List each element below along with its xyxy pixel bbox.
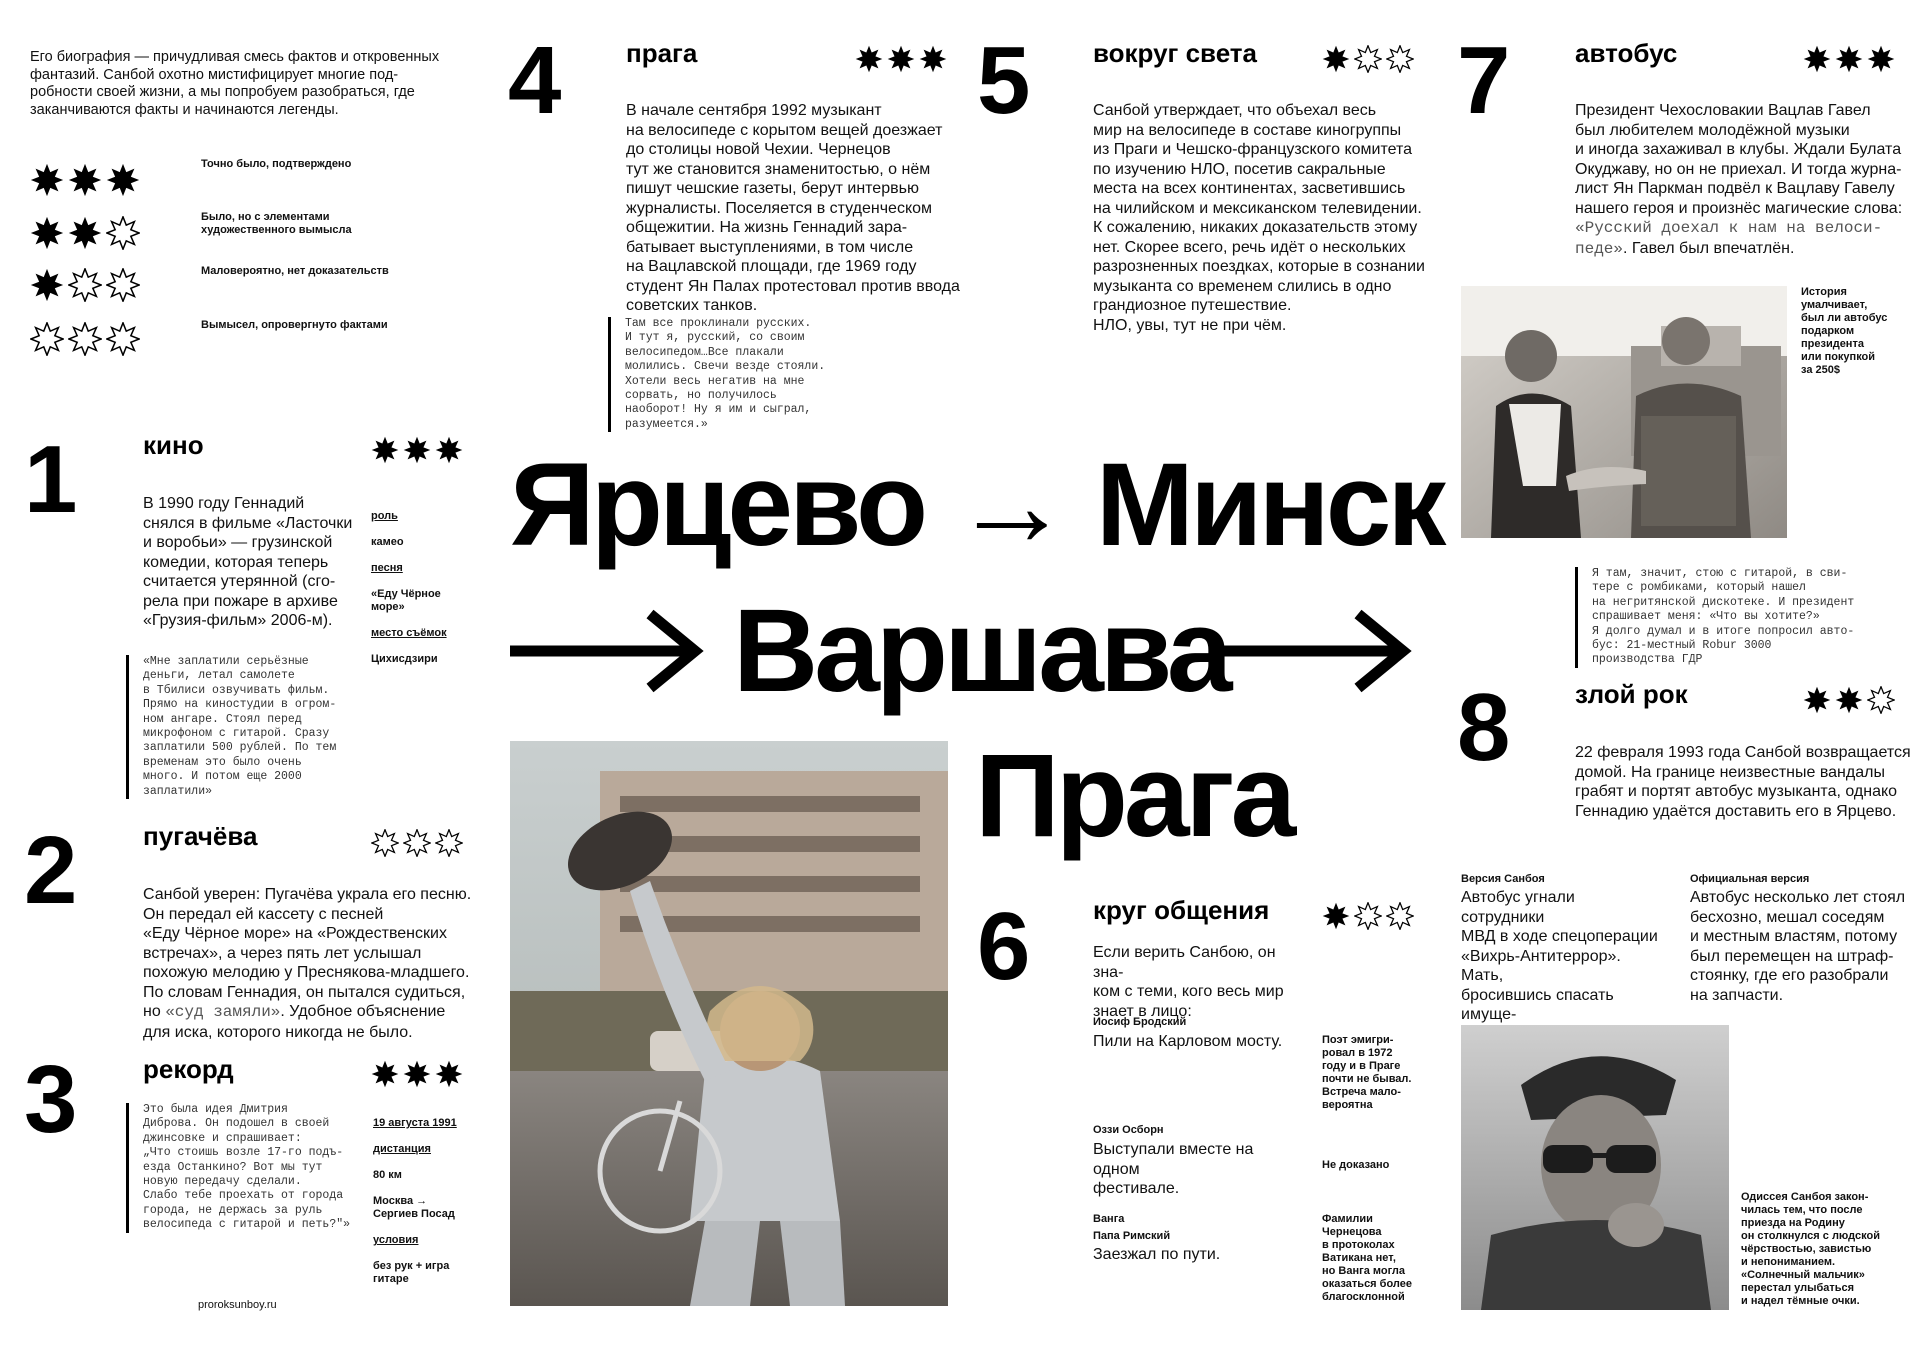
star-filled-icon: [403, 436, 431, 464]
side-route: Москва → Сергиев Посад: [373, 1195, 455, 1220]
star-filled-icon: [887, 45, 915, 73]
star-outline-icon: [1354, 902, 1382, 930]
legend-label-0: Вымысел, опровергнуто фактами: [201, 319, 388, 331]
star-outline-icon: [1386, 902, 1414, 930]
rating-stars: [1322, 902, 1414, 930]
photo-sunglasses: [1461, 1025, 1729, 1310]
star-filled-icon: [855, 45, 883, 73]
side-role: камео: [371, 536, 404, 548]
person-pope-note: Фамилии Чернецова в протоколах Ватикана нет, но Ванга могла оказаться более благосклонной: [1322, 1213, 1412, 1303]
side-role-label: роль: [371, 510, 398, 522]
section-number: 5: [977, 27, 1029, 134]
person-pope-text: Заезжал по пути.: [1093, 1246, 1221, 1263]
section-title: злой рок: [1575, 679, 1688, 709]
photo-havel-image: [1461, 286, 1787, 538]
text-part: Президент Чехословакии Вацлав Гавел был любителем молодёжной музыки и иногда захаживал в клубы. Ждали Булата Окуджаву, но он не приехал. И тогда журна- лист Ян Паркман подвёл к Вацлаву Гавелу нашего героя и произнёс магические слова:: [1575, 102, 1903, 217]
side-dist: 80 км: [373, 1169, 402, 1181]
version-official-text: Автобус несколько лет стоял бесхозно, мешал соседям и местным властям, потому был перемещен на штраф- стоянку, где его разобрали на запчасти.: [1690, 889, 1906, 1004]
section-number: 3: [24, 1046, 76, 1153]
legend-stars-3: [30, 163, 140, 197]
star-filled-icon: [919, 45, 947, 73]
text-mono: «суд замяли»: [165, 1003, 281, 1021]
rating-stars: [371, 1060, 463, 1088]
photo-sunglasses-image: [1461, 1025, 1729, 1310]
section-number: 7: [1457, 27, 1509, 134]
star-filled-icon: [1835, 686, 1863, 714]
section-text: В 1990 году Геннадий снялся в фильме «Ласточки и воробьи» — грузинской комедии, которая теперь считается утерянной (сго- рела при пожаре в архиве «Грузия-фильм» 2006-м).: [143, 495, 353, 629]
star-filled-icon: [1867, 45, 1895, 73]
section-title: автобус: [1575, 38, 1678, 68]
star-filled-icon: [30, 268, 64, 302]
intro-text: Его биография — причудливая смесь фактов и откровенных фантазий. Санбой охотно мистифицирует многие под- робности своей жизни, а мы попробуем разобраться, где заканчиваются факты и начинаются легенды.: [30, 49, 440, 118]
side-dist-label: дистанция: [373, 1143, 431, 1155]
star-filled-icon: [30, 216, 64, 250]
legend-label-1: Маловероятно, нет доказательств: [201, 265, 389, 277]
side-place-label: место съёмок: [371, 627, 447, 639]
side-notes: [373, 1104, 483, 1299]
section-text: В начале сентября 1992 музыкант на велосипеде с корытом вещей доезжает до столицы новой Чехии. Чернецов тут же становится знаменитостью, о нём пишут чешские газеты, берут интервью журналисты. Поселяется в студенческом общежитии. На жизнь Геннадий зара- батывает выступлениями, в том числе на Вацлавской площади, где 1969 году студент Ян Палах протестовал против ввода советских танков.: [626, 102, 960, 314]
route-line-1: Ярцево → Минск: [510, 439, 1443, 571]
section-number: 2: [24, 817, 76, 924]
person-brodsky-name: Иосиф Бродский: [1093, 1016, 1187, 1028]
section-number: 1: [24, 426, 76, 533]
star-filled-icon: [435, 436, 463, 464]
star-outline-icon: [1354, 45, 1382, 73]
star-filled-icon: [68, 163, 102, 197]
star-outline-icon: [68, 268, 102, 302]
section-title: вокруг света: [1093, 38, 1257, 68]
quote: Это была идея Дмитрия Диброва. Он подошел в своей джинсовке и спрашивает: „Что стоишь возле 17-го подъ- езда Останкино? Вот мы тут новую передачу сделали. Слабо тебе проехать от города города, не держась за руль велосипеда с гитарой и петь?"»: [126, 1103, 373, 1233]
star-filled-icon: [106, 163, 140, 197]
legend-label-3: Точно было, подтверждено: [201, 158, 352, 170]
side-notes: [371, 497, 481, 679]
star-outline-icon: [435, 829, 463, 857]
section-text: 22 февраля 1993 года Санбой возвращается домой. На границе неизвестные вандалы грабят и портят автобус музыканта, однако Геннадию удаётся доставить его в Ярцево.: [1575, 744, 1911, 820]
side-date: 19 августа 1991: [373, 1117, 457, 1129]
section-title: прага: [626, 38, 698, 68]
legend-label-2: Было, но с элементами художественного вымысла: [201, 211, 352, 236]
star-filled-icon: [68, 216, 102, 250]
star-outline-icon: [1386, 45, 1414, 73]
legend-stars-2: [30, 216, 140, 250]
star-outline-icon: [403, 829, 431, 857]
side-place: Цихисдзири: [371, 653, 438, 665]
photo-bicycle-image: [510, 741, 948, 1306]
star-filled-icon: [1322, 45, 1350, 73]
section-number: 4: [508, 27, 560, 134]
section-text: Если верить Санбою, он зна- ком с теми, кого весь мир знает в лицо:: [1093, 944, 1284, 1020]
rating-stars: [1803, 686, 1895, 714]
star-outline-icon: [1867, 686, 1895, 714]
side-song-label: песня: [371, 562, 403, 574]
route-line-3: Прага: [975, 730, 1293, 862]
person-ozzy-note: Не доказано: [1322, 1159, 1390, 1171]
arrow-right-icon: [1218, 606, 1418, 696]
person-pope-name: Папа Римский: [1093, 1230, 1171, 1242]
photo-havel: [1461, 286, 1787, 538]
section-text: [143, 885, 483, 1042]
rating-stars: [1803, 45, 1895, 73]
quote: «Мне заплатили серьёзные деньги, летал самолете в Тбилиси озвучивать фильм. Прямо на киностудии в огром- ном ангаре. Стоял перед микрофоном с гитарой. Сразу заплатили 500 рублей. По тем временам это было очень много. И потом еще 2000 заплатили»: [126, 655, 383, 799]
star-filled-icon: [371, 1060, 399, 1088]
section-title: круг общения: [1093, 895, 1270, 925]
star-filled-icon: [30, 163, 64, 197]
star-filled-icon: [1803, 45, 1831, 73]
section-title: пугачёва: [143, 821, 258, 851]
text-part: . Удобное объяснение для иска, которого никогда не было.: [143, 1003, 446, 1041]
rating-stars: [855, 45, 947, 73]
star-outline-icon: [371, 829, 399, 857]
star-filled-icon: [371, 436, 399, 464]
star-outline-icon: [68, 322, 102, 356]
star-outline-icon: [106, 268, 140, 302]
star-filled-icon: [1322, 902, 1350, 930]
rating-stars: [371, 436, 463, 464]
star-filled-icon: [1835, 45, 1863, 73]
text-part: . Гавел был впечатлён.: [1623, 239, 1795, 257]
section-title: рекорд: [143, 1054, 234, 1084]
version-sanboy-text: Автобус угнали сотрудники МВД в ходе спецоперации «Вихрь-Антитеррор». Мать, бросившись спасать имуще-: [1461, 889, 1658, 1023]
section-title: кино: [143, 430, 204, 460]
star-outline-icon: [106, 216, 140, 250]
legend-stars-0: [30, 322, 140, 356]
rating-stars: [1322, 45, 1414, 73]
text-mono: «Русский доехал к нам на велоси- педе»: [1575, 219, 1883, 258]
side-cond: без рук + игра гитаре: [373, 1260, 450, 1285]
star-outline-icon: [30, 322, 64, 356]
route-line-2: Варшава: [733, 585, 1229, 717]
star-outline-icon: [106, 322, 140, 356]
photo-caption: История умалчивает, был ли автобус подарком президента или покупкой за 250$: [1801, 286, 1888, 376]
person-brodsky-note: Поэт эмигри- ровал в 1972 году и в Праге почти не бывал. Встреча мало- вероятна: [1322, 1034, 1412, 1111]
star-filled-icon: [435, 1060, 463, 1088]
section-number: 8: [1457, 674, 1509, 781]
star-filled-icon: [1803, 686, 1831, 714]
text-part: Санбой уверен: Пугачёва украла его песню. Он передал ей кассету с песней «Еду Чёрное море» на «Рождественских встречах», а через пять лет услышал похожую мелодию у Преснякова-младшего. По словам Геннадия, он пытался судиться, но: [143, 886, 472, 1020]
arrow-right-icon: [510, 606, 710, 696]
quote: Там все проклинали русских. И тут я, русский, со своим велосипедом…Все плакали молились. Свечи везде стояли. Хотели весь негатив на мне сорвать, но получилось наоборот! Ну я им и сыграл, разумеется.»: [608, 317, 865, 432]
photo-caption: Одиссея Санбоя закон- чилась тем, что после приезда на Родину он столкнулся с людской чёрствостью, завистью и непониманием. «Солнечный мальчик» перестал улыбаться и надел тёмные очки.: [1741, 1191, 1880, 1307]
person-vanga-name: Ванга: [1093, 1213, 1125, 1225]
person-brodsky-text: Пили на Карловом мосту.: [1093, 1033, 1283, 1050]
quote: Я там, значит, стою с гитарой, в сви- тере с ромбиками, который нашел на негритянской дискотеке. И президент спрашивает меня: «Что вы хотите?» Я долго думал и в итоге попросил авто- бус: 21-местный Robur 3000 производства ГДР: [1575, 567, 1902, 668]
photo-bicycle: [510, 741, 948, 1306]
version-sanboy-title: Версия Санбоя: [1461, 873, 1545, 885]
section-text: Санбой утверждает, что объехал весь мир на велосипеде в составе киногруппы из Праги и Чешско-французского комитета по изучению НЛО, посетив сакральные места на всех континентах, засветившись на чилийском и мексиканском телевидении. К сожалению, никаких доказательств этому нет. Скорее всего, речь идёт о нескольких разрозненных поездках, которые в сознании музыканта со временем слились в одно грандиозное путешествие. НЛО, увы, тут не при чём.: [1093, 102, 1425, 334]
side-cond-label: условия: [373, 1234, 419, 1246]
star-filled-icon: [403, 1060, 431, 1088]
side-song: «Еду Чёрное море»: [371, 588, 441, 613]
section-number: 6: [977, 893, 1029, 1000]
rating-stars: [371, 829, 463, 857]
person-ozzy-text: Выступали вместе на одном фестивале.: [1093, 1141, 1254, 1197]
site-url: proroksunboy.ru: [198, 1299, 277, 1311]
version-official-title: Официальная версия: [1690, 873, 1810, 885]
section-text: [1575, 101, 1915, 259]
legend-stars-1: [30, 268, 140, 302]
person-ozzy-name: Оззи Осборн: [1093, 1124, 1164, 1136]
